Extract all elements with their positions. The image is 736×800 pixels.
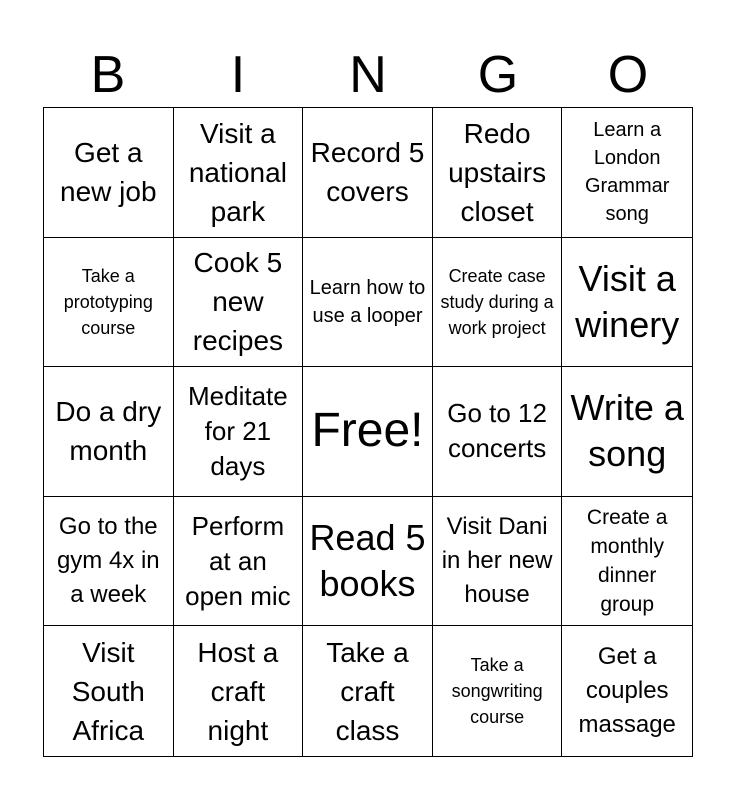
cell-text: Take a craft class: [326, 636, 409, 746]
cell-text: Visit South Africa: [71, 636, 145, 746]
header-letter-b: B: [90, 46, 126, 104]
bingo-cell-r2-c5[interactable]: [562, 238, 692, 368]
header-letter-o: O: [607, 46, 649, 104]
bingo-cell-r1-c2[interactable]: [174, 108, 304, 238]
header-letter-i: I: [230, 46, 246, 104]
cell-text: Visit a national park: [188, 117, 287, 227]
bingo-cell-r2-c4[interactable]: [433, 238, 563, 368]
bingo-cell-r5-c3[interactable]: [303, 626, 433, 756]
cell-text: Go to the gym 4x in a week: [56, 513, 160, 609]
bingo-cell-r3-c4[interactable]: [433, 367, 563, 497]
bingo-cell-r5-c5[interactable]: [562, 626, 692, 756]
cell-text: Visit Dani in her new house: [441, 513, 553, 609]
header-letter-g: G: [477, 46, 519, 104]
cell-text: Go to 12 concerts: [447, 398, 547, 464]
cell-text: Record 5 covers: [310, 137, 425, 208]
cell-text: Learn a London Grammar song: [584, 119, 670, 226]
cell-text: Host a craft night: [197, 636, 279, 746]
cell-text: Create a monthly dinner group: [586, 506, 668, 617]
bingo-cell-r4-c5[interactable]: [562, 497, 692, 627]
cell-text: Cook 5 new recipes: [192, 247, 284, 357]
cell-text: Create case study during a work project: [440, 265, 554, 338]
bingo-cell-r1-c3[interactable]: [303, 108, 433, 238]
bingo-cell-r1-c4[interactable]: [433, 108, 563, 238]
bingo-cell-r4-c1[interactable]: [44, 497, 174, 627]
cell-text: Get a new job: [60, 137, 157, 208]
bingo-cell-r5-c4[interactable]: [433, 626, 563, 756]
cell-text: Perform at an open mic: [185, 510, 291, 611]
cell-text: Take a prototyping course: [63, 265, 153, 338]
bingo-cell-r2-c2[interactable]: [174, 238, 304, 368]
cell-text: Write a song: [570, 387, 684, 475]
bingo-cell-r3-c1[interactable]: [44, 367, 174, 497]
cell-text: Get a couples massage: [578, 643, 676, 739]
bingo-cell-r3-c5[interactable]: [562, 367, 692, 497]
bingo-header: [43, 44, 693, 106]
bingo-cell-r1-c5[interactable]: [562, 108, 692, 238]
bingo-card: [43, 107, 693, 757]
cell-text: Meditate for 21 days: [188, 380, 288, 481]
header-letter-n: N: [349, 46, 387, 104]
bingo-cell-r2-c1[interactable]: [44, 238, 174, 368]
cell-text: Take a songwriting course: [451, 655, 543, 728]
bingo-cell-r1-c1[interactable]: [44, 108, 174, 238]
cell-text: Learn how to use a looper: [309, 276, 426, 327]
bingo-cell-free[interactable]: [303, 367, 433, 497]
cell-text: Redo upstairs closet: [448, 117, 547, 227]
bingo-cell-r4-c2[interactable]: [174, 497, 304, 627]
cell-text: Free!: [311, 404, 424, 458]
bingo-cell-r5-c1[interactable]: [44, 626, 174, 756]
bingo-cell-r5-c2[interactable]: [174, 626, 304, 756]
bingo-cell-r2-c3[interactable]: [303, 238, 433, 368]
bingo-cell-r4-c4[interactable]: [433, 497, 563, 627]
cell-text: Do a dry month: [55, 396, 162, 467]
bingo-cell-r3-c2[interactable]: [174, 367, 304, 497]
cell-text: Read 5 books: [309, 517, 426, 605]
bingo-cell-r4-c3[interactable]: [303, 497, 433, 627]
cell-text: Visit a winery: [575, 257, 680, 345]
